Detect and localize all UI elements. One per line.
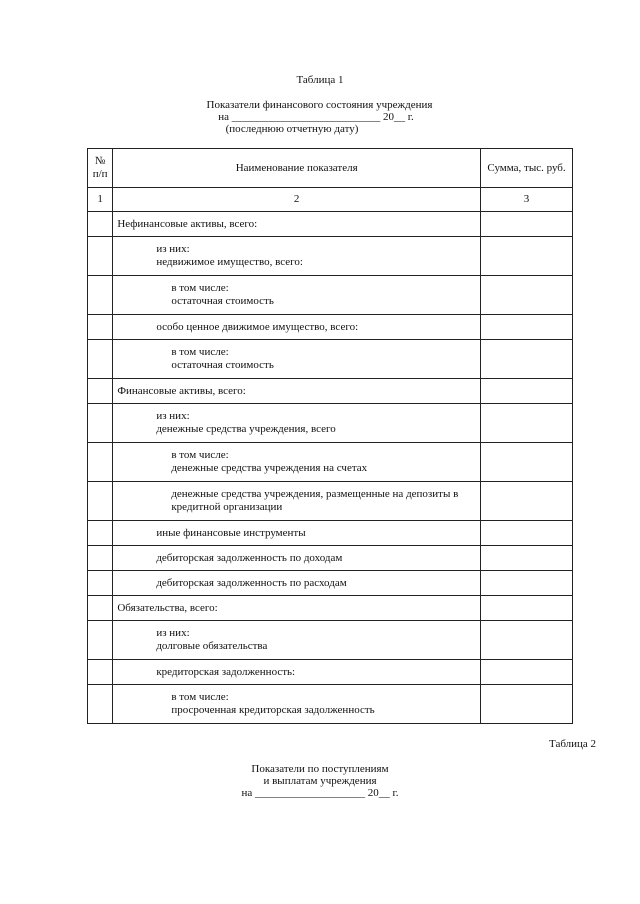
- indicator-name-cell: [113, 379, 481, 404]
- sum-value-cell[interactable]: [481, 315, 573, 340]
- row-number-cell: [88, 596, 113, 621]
- table-row: [88, 237, 573, 276]
- row-number-cell: [88, 571, 113, 596]
- indicator-name-cell: [113, 596, 481, 621]
- indicator-name-line: остаточная стоимость: [171, 295, 274, 307]
- row-number-cell: [88, 212, 113, 237]
- table-row: [88, 621, 573, 660]
- indicator-name-cell: [113, 315, 481, 340]
- row-number-cell: [88, 237, 113, 276]
- indicator-name-line: в том числе:: [171, 346, 229, 358]
- sum-value-cell[interactable]: [481, 571, 573, 596]
- indicator-name-cell: [113, 546, 481, 571]
- sum-value-cell[interactable]: [481, 340, 573, 379]
- sum-value-cell[interactable]: [481, 404, 573, 443]
- indicator-name-cell: [113, 443, 481, 482]
- column-number-1: 1: [88, 188, 113, 212]
- table-row: [88, 379, 573, 404]
- indicator-name-line: денежные средства учреждения на счетах: [171, 462, 368, 474]
- sum-value-cell[interactable]: [481, 212, 573, 237]
- indicator-name-cell: [113, 276, 481, 315]
- row-number-cell: [88, 340, 113, 379]
- indicator-name-line: Обязательства, всего:: [117, 601, 218, 614]
- indicator-name-line: из них:: [156, 243, 190, 255]
- indicator-name-line: просроченная кредиторская задолженность: [171, 704, 375, 716]
- table-row: [88, 404, 573, 443]
- table2-heading-line2: и выплатам учреждения: [263, 775, 377, 787]
- sum-value-cell[interactable]: [481, 237, 573, 276]
- indicator-name-line: дебиторская задолженность по доходам: [156, 551, 343, 564]
- indicator-name-cell: [113, 237, 481, 276]
- indicator-name-line: денежные средства учреждения, размещенные на депозиты в: [171, 488, 459, 500]
- indicator-name-line: долговые обязательства: [156, 640, 268, 652]
- indicator-name-line: кредиторская задолженность:: [156, 665, 296, 678]
- table-row: [88, 571, 573, 596]
- table-row: [88, 660, 573, 685]
- table-row: [88, 546, 573, 571]
- indicator-name-line: из них:: [156, 627, 190, 639]
- table-row: [88, 685, 573, 724]
- financial-indicators-table: [87, 148, 573, 724]
- table2-heading: [0, 763, 640, 799]
- sum-value-cell[interactable]: [481, 276, 573, 315]
- indicator-name-cell: [113, 482, 481, 521]
- row-number-cell: [88, 660, 113, 685]
- table-row: [88, 212, 573, 237]
- indicator-name-line: дебиторская задолженность по расходам: [156, 576, 347, 589]
- table1-heading-line3: (последнюю отчетную дату): [225, 123, 359, 135]
- table2-heading-line1: Показатели по поступлениям: [251, 763, 389, 775]
- row-number-cell: [88, 443, 113, 482]
- table-row: [88, 443, 573, 482]
- column-header-number: № п/п: [88, 149, 113, 188]
- table-row: [88, 482, 573, 521]
- row-number-cell: [88, 621, 113, 660]
- indicator-name-line: из них:: [156, 410, 190, 422]
- sum-value-cell[interactable]: [481, 621, 573, 660]
- column-number-row: [88, 188, 573, 212]
- row-number-cell: [88, 276, 113, 315]
- indicator-name-cell: [113, 521, 481, 546]
- indicator-name-cell: [113, 685, 481, 724]
- indicator-name-line: кредитной организации: [171, 501, 283, 513]
- table1-heading-line2: на ___________________________ 20__ г.: [218, 111, 414, 123]
- column-header-name: Наименование показателя: [113, 149, 481, 188]
- table-row: [88, 315, 573, 340]
- table-row: [88, 596, 573, 621]
- row-number-cell: [88, 404, 113, 443]
- indicator-name-cell: [113, 340, 481, 379]
- table-row: [88, 276, 573, 315]
- sum-value-cell[interactable]: [481, 443, 573, 482]
- indicator-name-line: иные финансовые инструменты: [156, 526, 306, 539]
- indicator-name-line: денежные средства учреждения, всего: [156, 423, 336, 435]
- row-number-cell: [88, 521, 113, 546]
- column-number-2: 2: [113, 188, 481, 212]
- row-number-cell: [88, 315, 113, 340]
- sum-value-cell[interactable]: [481, 685, 573, 724]
- indicator-name-line: в том числе:: [171, 282, 229, 294]
- row-number-cell: [88, 379, 113, 404]
- table-row: [88, 340, 573, 379]
- sum-value-cell[interactable]: [481, 482, 573, 521]
- indicator-name-cell: [113, 660, 481, 685]
- indicator-name-line: в том числе:: [171, 691, 229, 703]
- indicator-name-line: Нефинансовые активы, всего:: [117, 217, 258, 230]
- row-number-cell: [88, 685, 113, 724]
- sum-value-cell[interactable]: [481, 660, 573, 685]
- column-number-3: 3: [481, 188, 573, 212]
- indicator-name-line: в том числе:: [171, 449, 229, 461]
- indicator-name-line: недвижимое имущество, всего:: [156, 256, 303, 268]
- indicator-name-cell: [113, 621, 481, 660]
- table2-heading-line3: на ____________________ 20__ г.: [241, 787, 399, 799]
- table1-heading: [0, 99, 640, 135]
- table-row: [88, 521, 573, 546]
- sum-value-cell[interactable]: [481, 546, 573, 571]
- row-number-cell: [88, 546, 113, 571]
- indicator-name-cell: [113, 212, 481, 237]
- table1-heading-line1: Показатели финансового состояния учреждения: [206, 99, 433, 111]
- table2-caption: Таблица 2: [549, 738, 597, 750]
- indicator-name-line: остаточная стоимость: [171, 359, 274, 371]
- indicator-name-cell: [113, 571, 481, 596]
- row-number-cell: [88, 482, 113, 521]
- indicator-name-line: Финансовые активы, всего:: [117, 384, 246, 397]
- sum-value-cell[interactable]: [481, 521, 573, 546]
- table-header-row: [88, 149, 573, 188]
- column-header-sum: Сумма, тыс. руб.: [481, 149, 573, 188]
- indicator-name-line: особо ценное движимое имущество, всего:: [156, 320, 359, 333]
- indicator-name-cell: [113, 404, 481, 443]
- table1-caption: Таблица 1: [296, 74, 344, 86]
- sum-value-cell[interactable]: [481, 596, 573, 621]
- sum-value-cell[interactable]: [481, 379, 573, 404]
